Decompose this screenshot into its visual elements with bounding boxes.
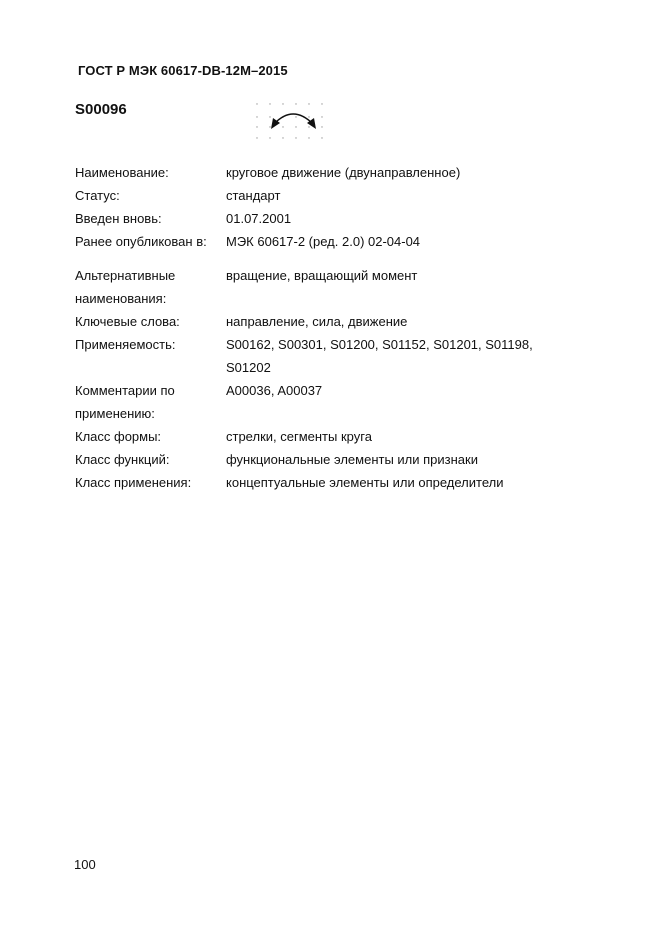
property-value: направление, сила, движение <box>226 314 408 329</box>
property-value: 01.07.2001 <box>226 211 292 226</box>
property-value: концептуальные элементы или определители <box>226 475 504 490</box>
property-label: Комментарии по применению: <box>75 383 175 421</box>
document-header: ГОСТ Р МЭК 60617-DB-12M–2015 <box>78 63 288 78</box>
symbol-id: S00096 <box>75 101 127 118</box>
property-label: Класс функций: <box>75 452 170 467</box>
property-value: A00036, A00037 <box>226 383 323 398</box>
bidirectional-circular-arrow-icon <box>255 102 333 140</box>
property-value: S00162, S00301, S01200, S01152, S01201, S01198, S01202 <box>226 337 533 375</box>
page-number: 100 <box>74 857 96 872</box>
property-label: Применяемость: <box>75 337 176 352</box>
property-label: Класс применения: <box>75 475 192 490</box>
property-label: Статус: <box>75 188 120 203</box>
property-value: МЭК 60617-2 (ред. 2.0) 02-04-04 <box>226 234 421 249</box>
property-value: функциональные элементы или признаки <box>226 452 478 467</box>
property-label: Класс формы: <box>75 429 162 444</box>
property-value: круговое движение (двунаправленное) <box>226 165 461 180</box>
property-label: Альтернативные наименования: <box>75 268 176 306</box>
property-label: Наименование: <box>75 165 169 180</box>
property-label: Введен вновь: <box>75 211 162 226</box>
property-value: стандарт <box>226 188 281 203</box>
property-value: вращение, вращающий момент <box>226 268 418 283</box>
property-value: стрелки, сегменты круга <box>226 429 372 444</box>
property-label: Ранее опубликован в: <box>75 234 207 249</box>
property-label: Ключевые слова: <box>75 314 180 329</box>
